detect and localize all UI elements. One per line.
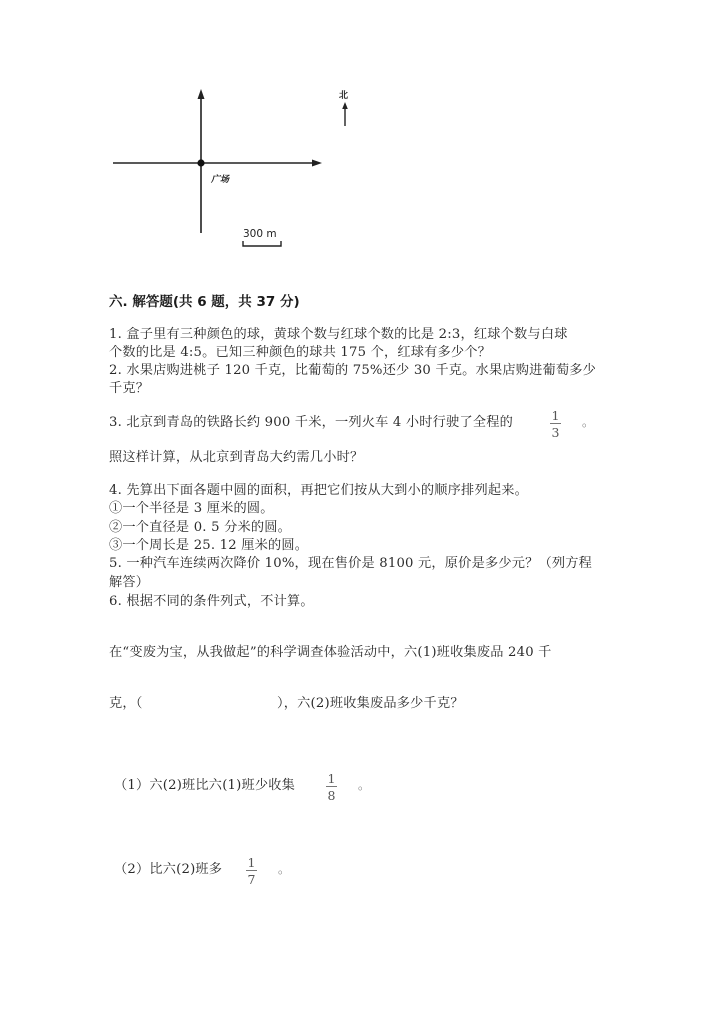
scale-label: 300 m xyxy=(243,228,277,240)
question-6-sub-2-text: （2）比六(2)班多 xyxy=(114,862,223,877)
north-arrowhead-icon xyxy=(342,102,348,109)
question-3-fraction xyxy=(550,409,561,439)
question-6-sub-1-fraction xyxy=(326,772,337,802)
right-arrowhead-icon xyxy=(312,160,322,167)
fraction-denominator: 8 xyxy=(327,788,336,803)
up-arrowhead-icon xyxy=(198,89,205,99)
question-3-period: 。 xyxy=(582,415,595,429)
question-5-line-2: 解答） xyxy=(109,575,150,590)
question-1-line-1: 1. 盒子里有三种颜色的球，黄球个数与红球个数的比是 2:3，红球个数与白球 xyxy=(109,327,568,342)
question-2-line-2: 千克？ xyxy=(109,381,150,396)
question-4-item-1: ①一个半径是 3 厘米的圆。 xyxy=(109,501,274,516)
fraction-denominator: 7 xyxy=(247,872,256,887)
plaza-label: 广场 xyxy=(211,175,230,185)
question-6-sub-2-fraction xyxy=(246,856,257,886)
fraction-numerator: 1 xyxy=(551,408,560,423)
fraction-denominator: 3 xyxy=(551,425,560,440)
question-4-line-1: 4. 先算出下面各题中圆的面积，再把它们按从大到小的顺序排列起来。 xyxy=(109,483,528,498)
question-6-line-1: 6. 根据不同的条件列式，不计算。 xyxy=(109,594,314,609)
scale-bar-icon xyxy=(243,241,281,246)
plaza-dot-icon xyxy=(197,159,204,166)
question-6-context-line-2-start: 克，（ xyxy=(109,696,143,711)
question-4-item-3: ③一个周长是 25. 12 厘米的圆。 xyxy=(109,538,309,553)
question-6-sub-1-period: 。 xyxy=(358,778,371,792)
section-heading: 六. 解答题(共 6 题，共 37 分) xyxy=(109,294,300,310)
question-5-line-1: 5. 一种汽车连续两次降价 10%，现在售价是 8100 元，原价是多少元？（列方程 xyxy=(109,556,593,571)
question-6-context-line-1: 在“变废为宝，从我做起”的科学调查体验活动中，六(1)班收集废品 240 千 xyxy=(109,645,552,660)
fraction-numerator: 1 xyxy=(247,855,256,870)
question-6-blank-answer[interactable] xyxy=(155,694,275,713)
question-1-line-2: 个数的比是 4:5。已知三种颜色的球共 175 个，红球有多少个？ xyxy=(109,345,492,360)
question-6-sub-2-period: 。 xyxy=(278,862,291,876)
fraction-numerator: 1 xyxy=(327,771,336,786)
question-2-line-1: 2. 水果店购进桃子 120 千克，比葡萄的 75%还少 30 千克。水果店购进葡萄多少 xyxy=(109,363,597,378)
question-6-sub-1-text: （1）六(2)班比六(1)班少收集 xyxy=(114,778,296,793)
question-6-context-line-2-end: ），六(2)班收集废品多少千克？ xyxy=(277,696,464,711)
map-diagram xyxy=(100,80,380,260)
question-4-item-2: ②一个直径是 0. 5 分米的圆。 xyxy=(109,520,292,535)
north-label: 北 xyxy=(339,91,349,101)
question-3-line-1: 3. 北京到青岛的铁路长约 900 千米，一列火车 4 小时行驶了全程的 xyxy=(109,415,513,430)
question-3-line-2: 照这样计算，从北京到青岛大约需几小时？ xyxy=(109,450,364,465)
